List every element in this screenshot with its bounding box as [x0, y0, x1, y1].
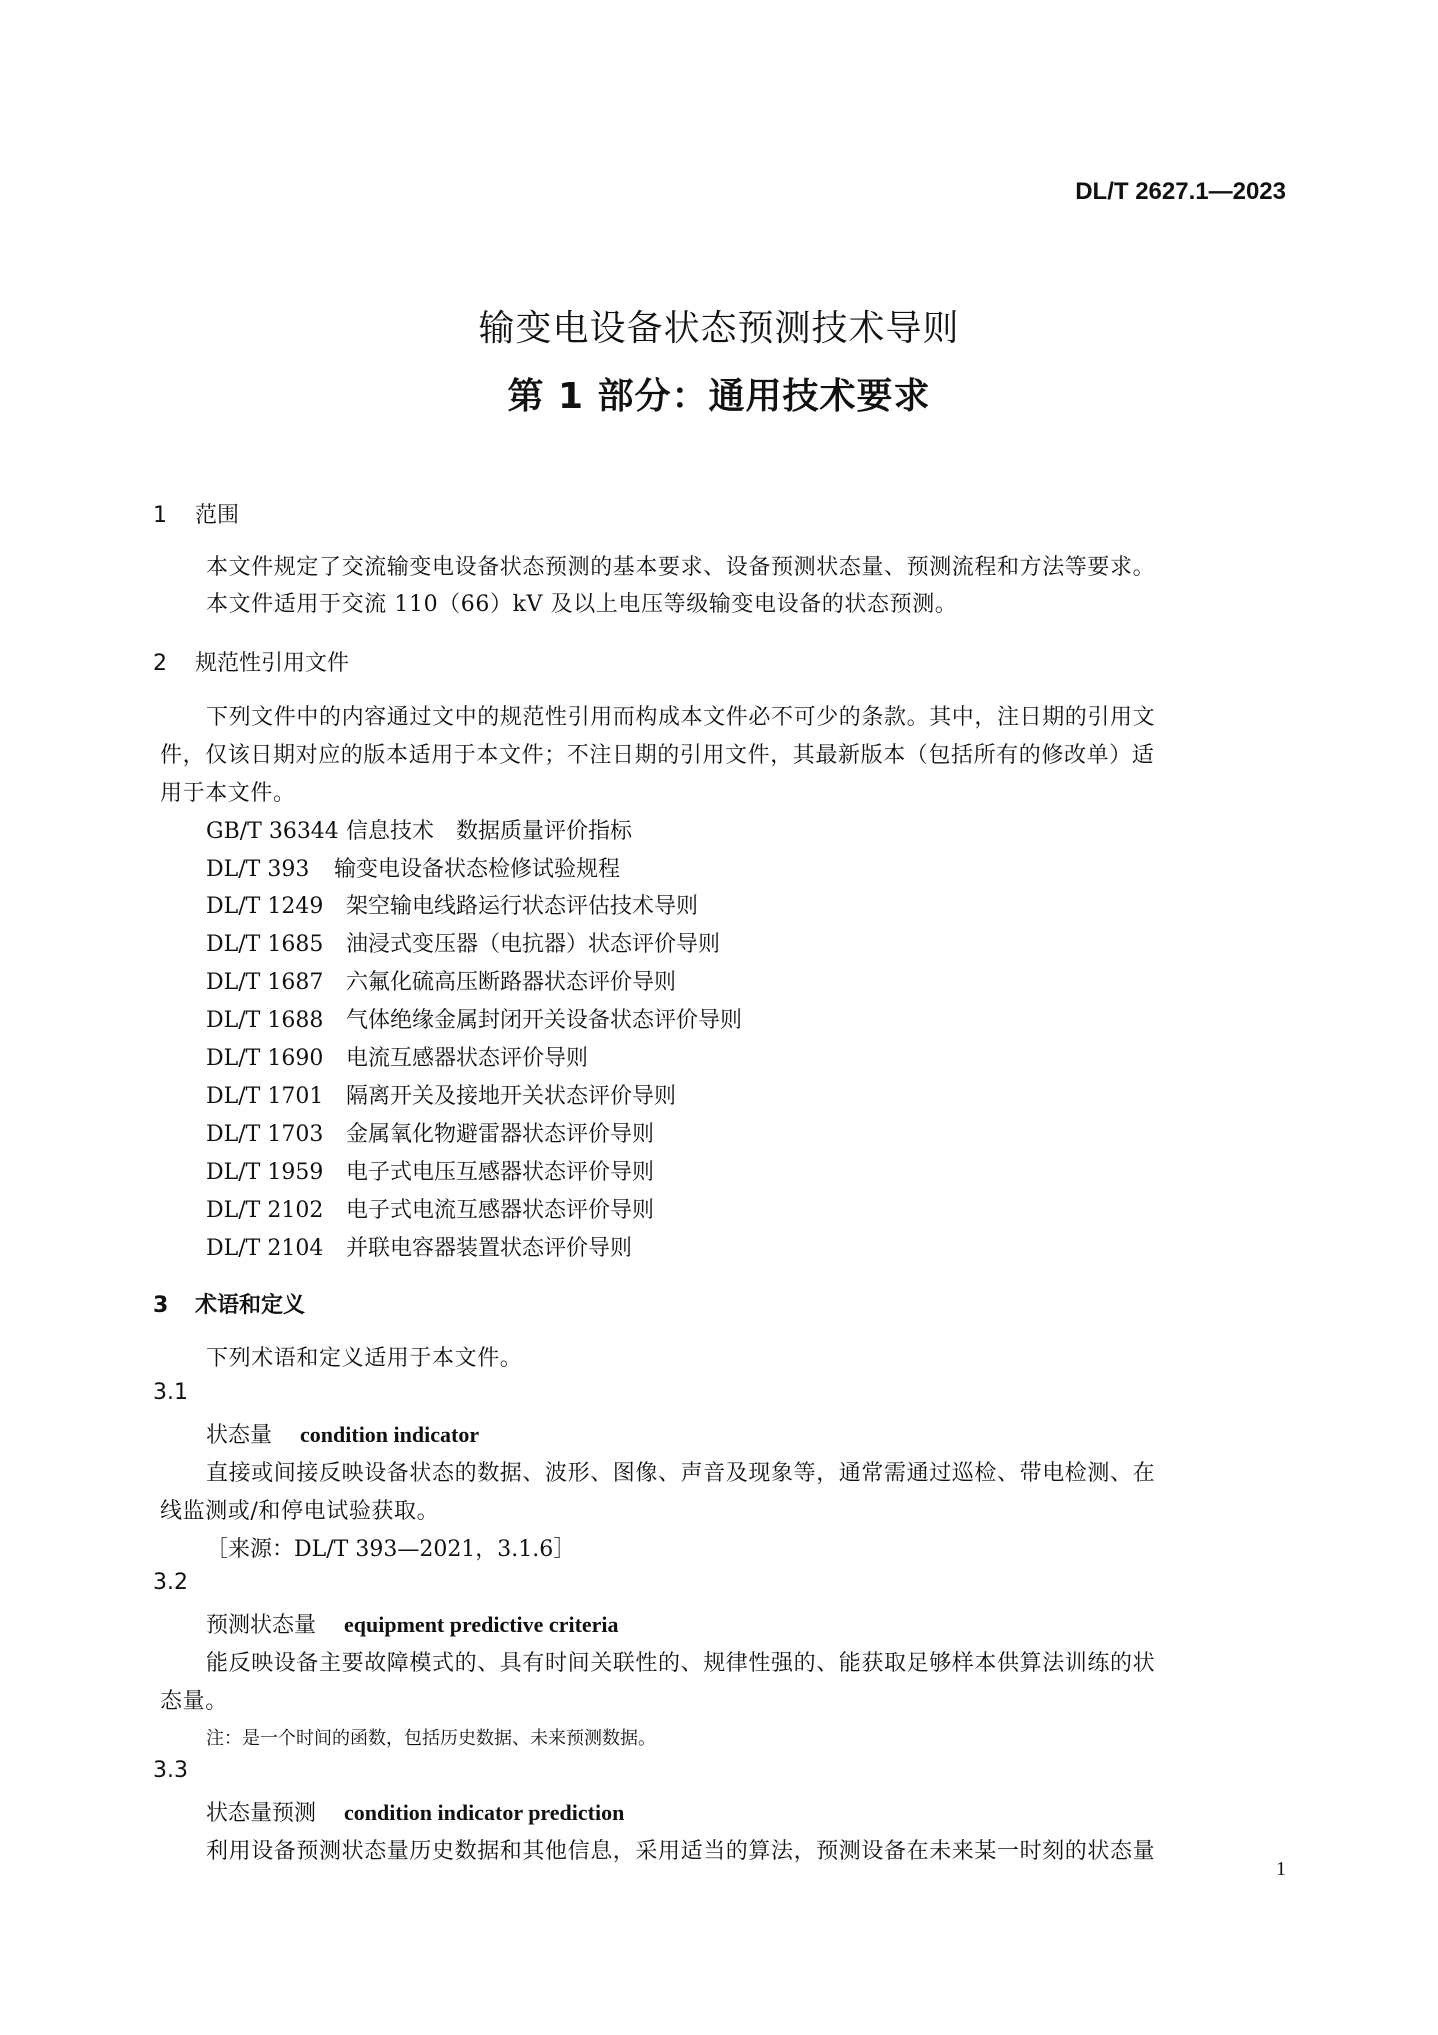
term-chinese: 状态量	[206, 1423, 273, 1448]
reference-item	[206, 852, 620, 883]
scope-paragraph: 本文件适用于交流 110（66）kV 及以上电压等级输变电设备的状态预测。	[206, 592, 958, 617]
reference-code: DL/T 1959	[206, 1160, 324, 1185]
term-chinese: 状态量预测	[206, 1801, 317, 1826]
reference-item	[206, 965, 676, 996]
term-definition-line: 直接或间接反映设备状态的数据、波形、图像、声音及现象等，通常需通过巡检、带电检测、在	[206, 1461, 1156, 1486]
reference-item	[206, 814, 632, 845]
reference-title: 气体绝缘金属封闭开关设备状态评价导则	[346, 1008, 743, 1033]
reference-title: 并联电容器装置状态评价导则	[346, 1236, 633, 1261]
term-source: ［来源：DL/T 393—2021，3.1.6］	[206, 1537, 576, 1562]
reference-code: GB/T 36344	[206, 819, 339, 844]
references-intro-line: 用于本文件。	[160, 781, 296, 806]
reference-title: 输变电设备状态检修试验规程	[334, 857, 621, 882]
reference-title: 油浸式变压器（电抗器）状态评价导则	[346, 932, 721, 957]
clause-number: 3.2	[153, 1570, 188, 1595]
references-intro-line: 下列文件中的内容通过文中的规范性引用而构成本文件必不可少的条款。其中，注日期的引用文	[206, 705, 1156, 730]
reference-item	[206, 1231, 632, 1262]
reference-item	[206, 1193, 654, 1224]
reference-title: 信息技术 数据质量评价指标	[346, 819, 633, 844]
reference-code: DL/T 2104	[206, 1236, 324, 1261]
reference-code: DL/T 1690	[206, 1046, 324, 1071]
reference-code: DL/T 1249	[206, 894, 324, 919]
clause-number: 3.3	[153, 1758, 188, 1783]
term-definition-line: 利用设备预测状态量历史数据和其他信息，采用适当的算法，预测设备在未来某一时刻的状态量	[206, 1839, 1156, 1864]
term-entry	[206, 1796, 624, 1827]
section-heading-scope	[153, 498, 239, 529]
term-definition-line: 线监测或/和停电试验获取。	[160, 1499, 440, 1524]
reference-item	[206, 1003, 742, 1034]
reference-title: 六氟化硫高压断路器状态评价导则	[346, 970, 677, 995]
reference-item	[206, 1079, 676, 1110]
reference-code: DL/T 1687	[206, 970, 324, 995]
reference-item	[206, 889, 698, 920]
term-entry	[206, 1418, 479, 1449]
section-heading-terms-definitions	[153, 1288, 305, 1319]
section-number: 2	[153, 651, 167, 676]
term-english: condition indicator	[300, 1422, 480, 1447]
reference-item	[206, 1117, 654, 1148]
section-number: 3	[153, 1293, 169, 1318]
references-intro-line: 件，仅该日期对应的版本适用于本文件；不注日期的引用文件，其最新版本（包括所有的修改单）适	[160, 743, 1155, 768]
reference-item	[206, 927, 720, 958]
term-entry	[206, 1608, 619, 1639]
reference-code: DL/T 1685	[206, 932, 324, 957]
section-title: 规范性引用文件	[195, 651, 350, 676]
page-number: 1	[1276, 1858, 1286, 1880]
reference-code: DL/T 1701	[206, 1084, 324, 1109]
term-definition-line: 能反映设备主要故障模式的、具有时间关联性的、规律性强的、能获取足够样本供算法训练的状	[206, 1651, 1156, 1676]
reference-code: DL/T 1688	[206, 1008, 324, 1033]
reference-item	[206, 1041, 588, 1072]
term-note: 注：是一个时间的函数，包括历史数据、未来预测数据。	[206, 1728, 656, 1749]
term-english: equipment predictive criteria	[344, 1612, 619, 1637]
reference-code: DL/T 2102	[206, 1198, 324, 1223]
clause-number: 3.1	[153, 1380, 188, 1405]
section-heading-normative-references	[153, 646, 349, 677]
reference-title: 金属氧化物避雷器状态评价导则	[346, 1122, 655, 1147]
term-chinese: 预测状态量	[206, 1613, 317, 1638]
reference-title: 隔离开关及接地开关状态评价导则	[346, 1084, 677, 1109]
reference-title: 电子式电流互感器状态评价导则	[346, 1198, 655, 1223]
reference-title: 电子式电压互感器状态评价导则	[346, 1160, 655, 1185]
document-title: 输变电设备状态预测技术导则	[478, 308, 960, 349]
section-title: 范围	[195, 503, 240, 528]
reference-item	[206, 1155, 654, 1186]
scope-paragraph: 本文件规定了交流输变电设备状态预测的基本要求、设备预测状态量、预测流程和方法等要求。	[206, 555, 1156, 580]
term-english: condition indicator prediction	[344, 1800, 625, 1825]
reference-title: 电流互感器状态评价导则	[346, 1046, 589, 1071]
term-definition-line: 态量。	[160, 1689, 228, 1714]
section-title: 术语和定义	[195, 1293, 306, 1318]
reference-code: DL/T 393	[206, 857, 310, 882]
terms-intro: 下列术语和定义适用于本文件。	[206, 1346, 523, 1371]
reference-title: 架空输电线路运行状态评估技术导则	[346, 894, 699, 919]
section-number: 1	[153, 503, 167, 528]
document-subtitle: 第 1 部分：通用技术要求	[507, 376, 931, 417]
reference-code: DL/T 1703	[206, 1122, 324, 1147]
standard-code: DL/T 2627.1—2023	[1075, 178, 1286, 205]
